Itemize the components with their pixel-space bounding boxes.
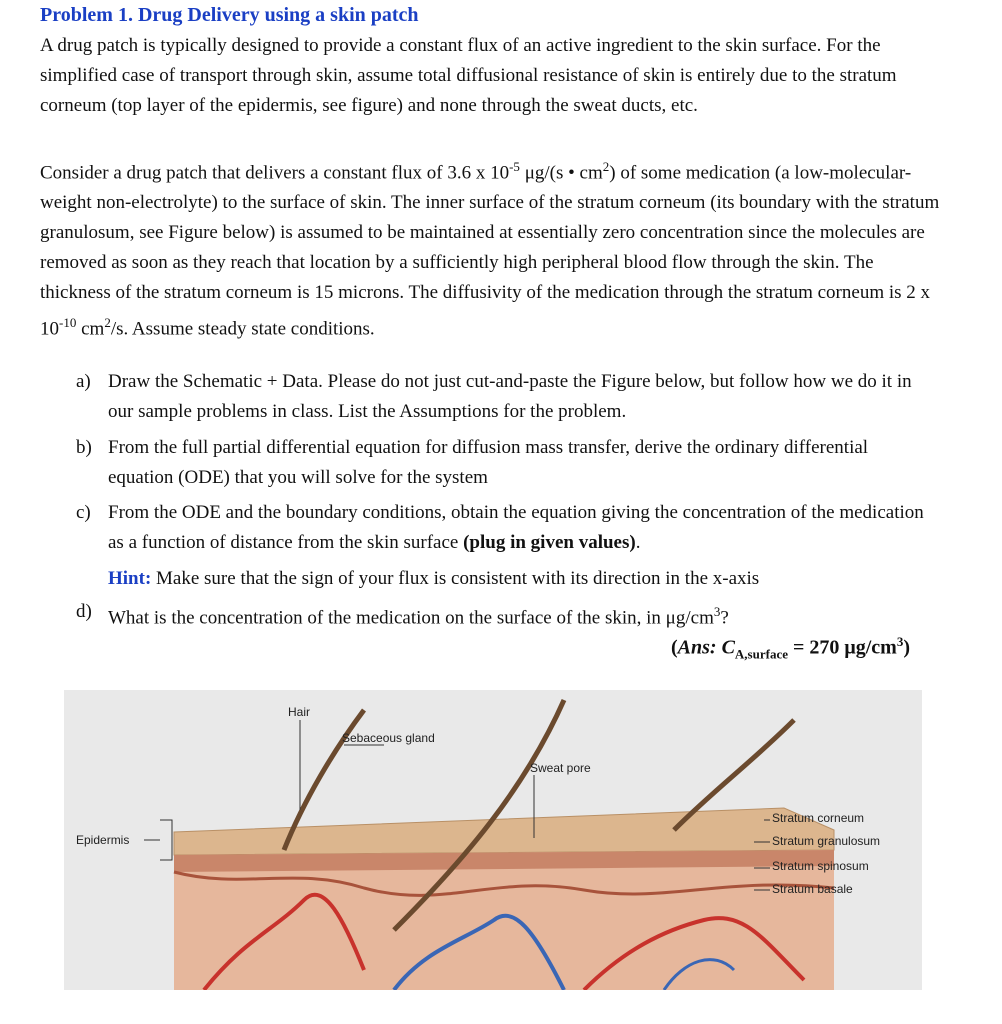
hint-text: Make sure that the sign of your flux is consistent with its direction in the x-axis xyxy=(151,568,760,589)
answer-value: = 270 μg/cm xyxy=(788,636,897,659)
flux-text: Consider a drug patch that delivers a constant flux of 3.6 x 10 xyxy=(40,162,510,184)
question-c-text xyxy=(108,498,928,558)
skin-figure xyxy=(64,690,922,990)
skin-cross-section-illustration xyxy=(64,690,922,990)
question-a-label: a) xyxy=(76,371,91,392)
answer-exponent: 3 xyxy=(896,634,904,649)
label-sweat-pore: Sweat pore xyxy=(530,761,591,775)
label-hair: Hair xyxy=(288,705,311,719)
question-c-text-end: . xyxy=(635,532,641,553)
answer-subscript: A,surface xyxy=(734,646,788,662)
question-c-text-main: From the ODE and the boundary conditions, obtain the equation giving the concentration of the medication as a function of distance from the skin surface xyxy=(108,502,924,553)
label-epidermis: Epidermis xyxy=(76,833,130,847)
diffusivity-unit: cm xyxy=(76,318,105,340)
question-b-text: From the full partial differential equation for diffusion mass transfer, derive the ordinary differential equation (ODE) that you will solve for the system xyxy=(108,437,869,488)
question-b-label: b) xyxy=(76,437,92,458)
hint xyxy=(108,564,759,594)
question-a-text: Draw the Schematic + Data. Please do not just cut-and-paste the Figure below, but follow how we do it in our sample problems in class. List the Assumptions for the problem. xyxy=(108,371,912,422)
statement-body: ) of some medication (a low-molecular-weight non-electrolyte) to the surface of skin. The inner surface of the stratum corneum (its boundary with the stratum granulosum, see Figure below) is assumed to be maintained at essentially zero concentration since the molecules are removed as soon as they reach that location by a sufficiently high peripheral blood flow through the skin. The thickness of the stratum corneum is 15 microns. The diffusivity of the medication through the stratum corneum is 2 x 10 xyxy=(40,162,940,340)
question-c-bold: (plug in given values) xyxy=(463,532,636,553)
answer-label: Ans: xyxy=(677,636,717,659)
question-d-text xyxy=(108,597,928,633)
question-d-label: d) xyxy=(76,601,92,622)
label-stratum-granulosum: Stratum granulosum xyxy=(772,834,881,848)
question-d-text-end: ? xyxy=(720,607,729,629)
flux-unit-exponent: 2 xyxy=(602,159,610,174)
label-stratum-basale: Stratum basale xyxy=(772,882,853,896)
label-sebaceous-gland: Sebaceous gland xyxy=(342,731,435,745)
label-stratum-corneum: Stratum corneum xyxy=(772,811,865,825)
problem-title: Problem 1. Drug Delivery using a skin patch xyxy=(40,4,419,26)
answer-symbol: C xyxy=(716,636,735,659)
answer-close: ) xyxy=(903,636,910,659)
flux-exponent: -5 xyxy=(509,159,520,174)
flux-unit: μg/(s • cm xyxy=(519,162,603,184)
diffusivity-exponent: -10 xyxy=(59,315,77,331)
diffusivity-unit-exponent: 2 xyxy=(104,315,111,331)
statement-tail: /s. Assume steady state conditions. xyxy=(110,318,375,340)
answer-open: ( xyxy=(671,636,678,659)
answer xyxy=(671,634,910,663)
problem-statement-paragraph xyxy=(40,152,940,345)
intro-paragraph: A drug patch is typically designed to provide a constant flux of an active ingredient to the skin surface. For the simplified case of transport through skin, assume total diffusional resistance of skin is entirely due to the stratum corneum (top layer of the epidermis, see figure) and none through the sweat ducts, etc. xyxy=(40,35,897,116)
question-d-exponent: 3 xyxy=(713,604,721,619)
question-d-text-main: What is the concentration of the medication on the surface of the skin, in μg/cm xyxy=(108,607,714,629)
hint-label: Hint: xyxy=(108,568,152,589)
label-stratum-spinosum: Stratum spinosum xyxy=(772,859,869,873)
question-c-label: c) xyxy=(76,502,91,523)
